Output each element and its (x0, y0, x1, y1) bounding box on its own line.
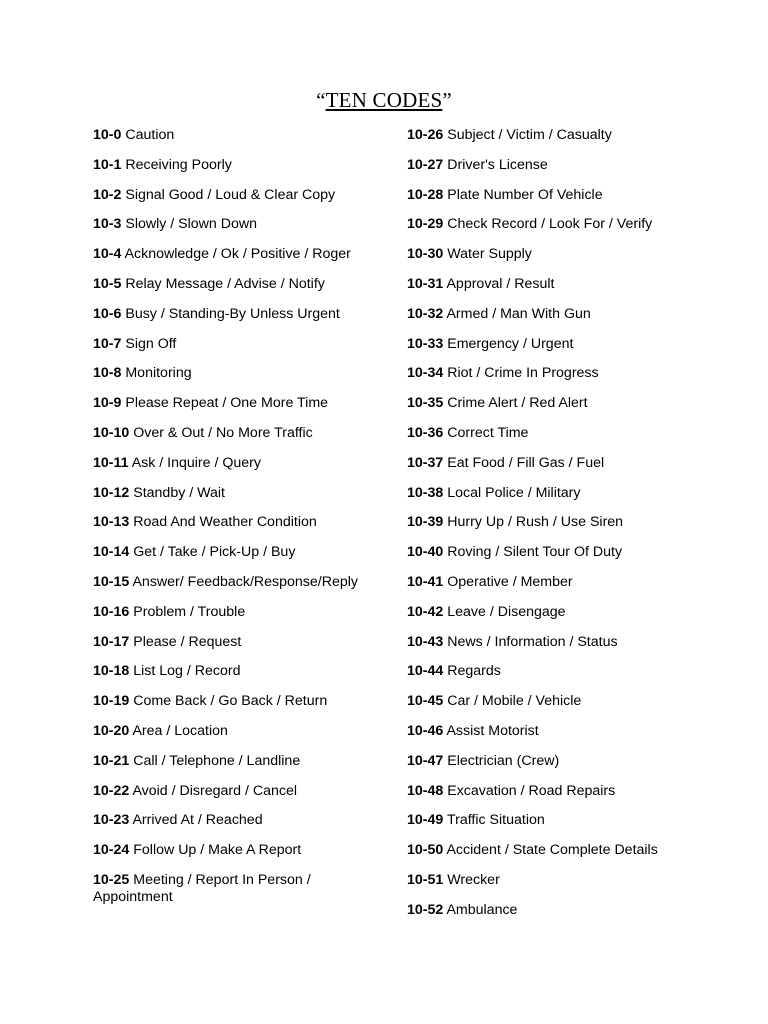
code-entry-10-13 (93, 514, 393, 544)
code-entry-10-11 (93, 455, 393, 485)
code-number: 10-49 (407, 812, 444, 829)
code-number: 10-37 (407, 454, 444, 471)
code-meaning: Follow Up / Make A Report (133, 842, 302, 859)
code-meaning: Operative / Member (447, 573, 573, 590)
code-number: 10-36 (407, 424, 444, 441)
code-meaning: Ask / Inquire / Query (131, 454, 262, 471)
left-code-column (93, 127, 393, 919)
code-entry-10-19 (93, 693, 393, 723)
code-number: 10-40 (407, 544, 444, 561)
code-number: 10-45 (407, 693, 444, 710)
code-number: 10-0 (93, 127, 122, 143)
code-number: 10-11 (93, 454, 129, 471)
code-meaning: Please Repeat / One More Time (125, 395, 329, 412)
code-entry-10-38 (407, 485, 727, 515)
code-meaning: Busy / Standing-By Unless Urgent (125, 305, 340, 322)
code-entry-10-22 (93, 783, 393, 813)
code-meaning: Roving / Silent Tour Of Duty (447, 544, 623, 561)
code-number: 10-16 (93, 603, 130, 620)
code-meaning: Regards (447, 663, 501, 680)
code-meaning: Monitoring (125, 365, 192, 382)
code-entry-10-25 (93, 872, 333, 919)
code-meaning: Please / Request (133, 633, 242, 650)
code-entry-10-43 (407, 634, 727, 664)
code-meaning: Wrecker (447, 871, 500, 888)
code-meaning: Check Record / Look For / Verify (447, 216, 653, 233)
code-entry-10-46 (407, 723, 727, 753)
code-entry-10-1 (93, 157, 393, 187)
code-number: 10-1 (93, 156, 122, 173)
code-meaning: Slowly / Slown Down (125, 216, 258, 233)
code-entry-10-10 (93, 425, 393, 455)
code-meaning: Arrived At / Reached (132, 812, 263, 829)
title-text: TEN CODES (325, 88, 443, 112)
code-entry-10-27 (407, 157, 727, 187)
code-meaning: Relay Message / Advise / Notify (125, 275, 325, 292)
code-number: 10-50 (407, 842, 444, 859)
code-number: 10-52 (407, 901, 444, 918)
code-entry-10-47 (407, 753, 727, 783)
code-meaning: Car / Mobile / Vehicle (447, 693, 582, 710)
code-number: 10-19 (93, 693, 130, 710)
code-entry-10-3 (93, 216, 393, 246)
code-entry-10-14 (93, 544, 393, 574)
code-entry-10-52 (407, 902, 727, 932)
code-entry-10-16 (93, 604, 393, 634)
code-number: 10-12 (93, 484, 130, 501)
code-number: 10-21 (93, 752, 130, 769)
code-meaning: Crime Alert / Red Alert (447, 395, 588, 412)
code-number: 10-4 (93, 246, 122, 263)
code-meaning: News / Information / Status (447, 633, 618, 650)
code-number: 10-41 (407, 573, 444, 590)
code-meaning: Driver's License (447, 156, 548, 173)
code-entry-10-28 (407, 187, 727, 217)
code-meaning: Plate Number Of Vehicle (447, 186, 603, 203)
code-entry-10-17 (93, 634, 393, 664)
code-number: 10-2 (93, 186, 122, 203)
code-number: 10-31 (407, 275, 444, 292)
code-entry-10-26 (407, 127, 727, 157)
code-number: 10-24 (93, 842, 130, 859)
code-entry-10-36 (407, 425, 727, 455)
code-number: 10-29 (407, 216, 444, 233)
code-entry-10-40 (407, 544, 727, 574)
code-number: 10-26 (407, 127, 444, 143)
code-entry-10-32 (407, 306, 727, 336)
code-number: 10-46 (407, 722, 444, 739)
code-entry-10-44 (407, 663, 727, 693)
code-meaning: Meeting / Report In Person / Appointment (93, 871, 311, 906)
code-meaning: List Log / Record (133, 663, 241, 680)
code-meaning: Accident / State Complete Details (446, 842, 658, 859)
code-entry-10-39 (407, 514, 727, 544)
code-meaning: Hurry Up / Rush / Use Siren (447, 514, 624, 531)
title-open-quote: “ (316, 88, 326, 112)
code-meaning: Call / Telephone / Landline (133, 752, 301, 769)
code-entry-10-31 (407, 276, 727, 306)
code-number: 10-43 (407, 633, 444, 650)
code-meaning: Correct Time (447, 424, 529, 441)
code-entry-10-6 (93, 306, 393, 336)
page-title (0, 88, 768, 112)
code-number: 10-17 (93, 633, 130, 650)
code-entry-10-41 (407, 574, 727, 604)
code-meaning: Subject / Victim / Casualty (447, 127, 612, 143)
code-entry-10-5 (93, 276, 393, 306)
code-number: 10-10 (93, 424, 130, 441)
code-meaning: Problem / Trouble (133, 603, 246, 620)
code-number: 10-28 (407, 186, 444, 203)
code-entry-10-48 (407, 783, 727, 813)
code-entry-10-15 (93, 574, 393, 604)
code-meaning: Water Supply (447, 246, 532, 263)
title-close-quote: ” (442, 88, 452, 112)
code-meaning: Electrician (Crew) (447, 752, 560, 769)
code-number: 10-30 (407, 246, 444, 263)
code-meaning: Ambulance (446, 901, 518, 918)
code-number: 10-6 (93, 305, 122, 322)
code-entry-10-29 (407, 216, 727, 246)
code-meaning: Area / Location (132, 722, 228, 739)
code-number: 10-23 (93, 812, 130, 829)
code-meaning: Eat Food / Fill Gas / Fuel (447, 454, 605, 471)
code-meaning: Answer/ Feedback/Response/Reply (132, 573, 359, 590)
code-number: 10-44 (407, 663, 444, 680)
code-meaning: Caution (125, 127, 175, 143)
code-entry-10-24 (93, 842, 393, 872)
code-entry-10-34 (407, 365, 727, 395)
code-number: 10-20 (93, 722, 130, 739)
code-number: 10-9 (93, 395, 122, 412)
code-meaning: Receiving Poorly (125, 156, 232, 173)
code-number: 10-5 (93, 275, 122, 292)
code-number: 10-3 (93, 216, 122, 233)
code-entry-10-4 (93, 246, 393, 276)
code-meaning: Armed / Man With Gun (446, 305, 591, 322)
code-entry-10-42 (407, 604, 727, 634)
code-number: 10-38 (407, 484, 444, 501)
code-entry-10-35 (407, 395, 727, 425)
code-entry-10-9 (93, 395, 393, 425)
code-entry-10-2 (93, 187, 393, 217)
code-number: 10-14 (93, 544, 130, 561)
code-number: 10-15 (93, 573, 130, 590)
code-meaning: Local Police / Military (447, 484, 581, 501)
code-number: 10-13 (93, 514, 130, 531)
code-number: 10-39 (407, 514, 444, 531)
code-entry-10-12 (93, 485, 393, 515)
code-entry-10-51 (407, 872, 727, 902)
code-meaning: Approval / Result (446, 275, 555, 292)
code-meaning: Assist Motorist (446, 722, 539, 739)
code-number: 10-22 (93, 782, 130, 799)
code-entry-10-20 (93, 723, 393, 753)
code-number: 10-25 (93, 871, 130, 888)
code-number: 10-47 (407, 752, 444, 769)
code-meaning: Riot / Crime In Progress (447, 365, 599, 382)
code-meaning: Standby / Wait (133, 484, 225, 501)
code-entry-10-33 (407, 336, 727, 366)
code-entry-10-8 (93, 365, 393, 395)
code-meaning: Traffic Situation (446, 812, 545, 829)
code-entry-10-7 (93, 336, 393, 366)
code-meaning: Leave / Disengage (447, 603, 566, 620)
code-entry-10-18 (93, 663, 393, 693)
code-number: 10-7 (93, 335, 122, 352)
code-number: 10-34 (407, 365, 444, 382)
code-number: 10-51 (407, 871, 444, 888)
code-meaning: Avoid / Disregard / Cancel (132, 782, 298, 799)
code-entry-10-0 (93, 127, 393, 157)
code-meaning: Road And Weather Condition (133, 514, 317, 531)
code-number: 10-32 (407, 305, 444, 322)
code-number: 10-8 (93, 365, 122, 382)
code-meaning: Acknowledge / Ok / Positive / Roger (124, 246, 351, 263)
code-number: 10-35 (407, 395, 444, 412)
code-entry-10-50 (407, 842, 727, 872)
code-meaning: Excavation / Road Repairs (447, 782, 616, 799)
code-number: 10-48 (407, 782, 444, 799)
code-meaning: Get / Take / Pick-Up / Buy (133, 544, 296, 561)
code-entry-10-23 (93, 812, 393, 842)
code-meaning: Emergency / Urgent (447, 335, 574, 352)
code-entry-10-49 (407, 812, 727, 842)
code-entry-10-21 (93, 753, 393, 783)
code-meaning: Signal Good / Loud & Clear Copy (125, 186, 336, 203)
code-meaning: Sign Off (125, 335, 177, 352)
code-number: 10-33 (407, 335, 444, 352)
code-meaning: Over & Out / No More Traffic (133, 424, 313, 441)
code-number: 10-27 (407, 156, 444, 173)
code-entry-10-45 (407, 693, 727, 723)
code-meaning: Come Back / Go Back / Return (133, 693, 328, 710)
code-number: 10-42 (407, 603, 444, 620)
right-code-column (407, 127, 727, 932)
code-entry-10-30 (407, 246, 727, 276)
code-number: 10-18 (93, 663, 130, 680)
code-entry-10-37 (407, 455, 727, 485)
